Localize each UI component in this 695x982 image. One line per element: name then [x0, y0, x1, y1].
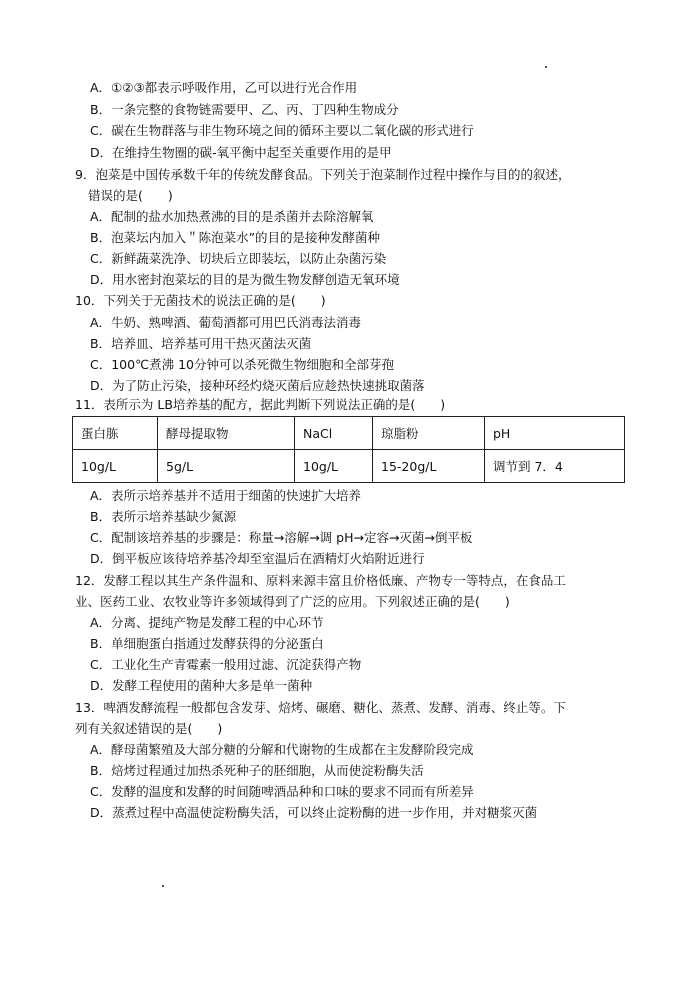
- q13-option-a: A．酵母菌繁殖及大部分糖的分解和代谢物的生成都在主发酵阶段完成: [90, 742, 474, 757]
- q12-option-a: A．分离、提纯产物是发酵工程的中心环节: [90, 615, 324, 630]
- q11-stem: 11．表所示为 LB培养基的配方，据此判断下列说法正确的是( ): [75, 397, 446, 412]
- q13-option-d: D．蒸煮过程中高温使淀粉酶失活，可以终止淀粉酶的进一步作用，并对糖浆灭菌: [90, 805, 538, 820]
- table-cell: pH: [485, 417, 625, 450]
- speck-mark: [162, 885, 164, 887]
- q10-option-c: C．100℃煮沸 10分钟可以杀死微生物细胞和全部芽孢: [90, 357, 395, 372]
- q9-stem-line2: 错误的是( ): [88, 188, 173, 203]
- q12-stem-line1: 12．发酵工程以其生产条件温和、原料来源丰富且价格低廉、产物专一等特点，在食品工: [75, 573, 566, 588]
- q8-option-c: C．碳在生物群落与非生物环境之间的循环主要以二氧化碳的形式进行: [90, 123, 474, 138]
- q9-option-b: B．泡菜坛内加入＂陈泡菜水”的目的是接种发酵菌种: [90, 230, 381, 245]
- q12-option-b: B．单细胞蛋白指通过发酵获得的分泌蛋白: [90, 636, 324, 651]
- q13-stem-line1: 13．啤酒发酵流程一般都包含发芽、焙烤、碾磨、糖化、蒸煮、发酵、消毒、终止等。下: [75, 700, 566, 715]
- q8-option-a: A．①②③都表示呼吸作用，乙可以进行光合作用: [90, 80, 358, 95]
- q12-option-c: C．工业化生产青霉素一般用过滤、沉淀获得产物: [90, 657, 362, 672]
- table-cell: 酵母提取物: [158, 417, 295, 450]
- q11-option-b: B．表所示培养基缺少氮源: [90, 509, 237, 524]
- table-cell: 调节到 7．4: [485, 450, 625, 483]
- lb-medium-table: [72, 416, 625, 483]
- table-cell: 10g/L: [295, 450, 373, 483]
- speck-mark: [545, 66, 547, 68]
- table-header-row: [73, 417, 625, 450]
- q11-option-a: A．表所示培养基并不适用于细菌的快速扩大培养: [90, 488, 362, 503]
- q11-option-c: C．配制该培养基的步骤是：称量→溶解→调 pH→定容→灭菌→倒平板: [90, 530, 473, 545]
- q12-option-d: D．发酵工程使用的菌种大多是单一菌种: [90, 678, 313, 693]
- q9-stem-line1: 9．泡菜是中国传承数千年的传统发酵食品。下列关于泡菜制作过程中操作与目的的叙述，: [75, 167, 571, 182]
- q13-option-c: C．发酵的温度和发酵的时间随啤酒品种和口味的要求不同而有所差异: [90, 784, 474, 799]
- q12-stem-line2: 业、医药工业、农牧业等许多领域得到了广泛的应用。下列叙述正确的是( ): [75, 594, 510, 609]
- q9-option-c: C．新鲜蔬菜洗净、切块后立即装坛，以防止杂菌污染: [90, 251, 387, 266]
- table-cell: NaCl: [295, 417, 373, 450]
- q9-option-a: A．配制的盐水加热煮沸的目的是杀菌并去除溶解氧: [90, 209, 374, 224]
- q13-stem-line2: 列有关叙述错误的是( ): [75, 721, 223, 736]
- table-cell: 5g/L: [158, 450, 295, 483]
- table-cell: 10g/L: [73, 450, 158, 483]
- q10-option-d: D．为了防止污染，接种环经灼烧灭菌后应趁热快速挑取菌落: [90, 378, 425, 393]
- q8-option-b: B．一条完整的食物链需要甲、乙、丙、丁四种生物成分: [90, 102, 399, 117]
- q9-option-d: D．用水密封泡菜坛的目的是为微生物发酵创造无氧环境: [90, 272, 400, 287]
- table-value-row: [73, 450, 625, 483]
- q13-option-b: B．焙烤过程通过加热杀死种子的胚细胞，从而使淀粉酶失活: [90, 763, 424, 778]
- table-cell: 琼脂粉: [373, 417, 485, 450]
- table-cell: 15-20g/L: [373, 450, 485, 483]
- table-cell: 蛋白胨: [73, 417, 158, 450]
- q8-option-d: D．在维持生物圈的碳-氧平衡中起至关重要作用的是甲: [90, 145, 392, 160]
- q10-option-b: B．培养皿、培养基可用干热灭菌法灭菌: [90, 336, 312, 351]
- q10-stem: 10．下列关于无菌技术的说法正确的是( ): [75, 293, 326, 308]
- q11-option-d: D．倒平板应该待培养基冷却至室温后在酒精灯火焰附近进行: [90, 551, 425, 566]
- q10-option-a: A．牛奶、熟啤酒、葡萄酒都可用巴氏消毒法消毒: [90, 315, 362, 330]
